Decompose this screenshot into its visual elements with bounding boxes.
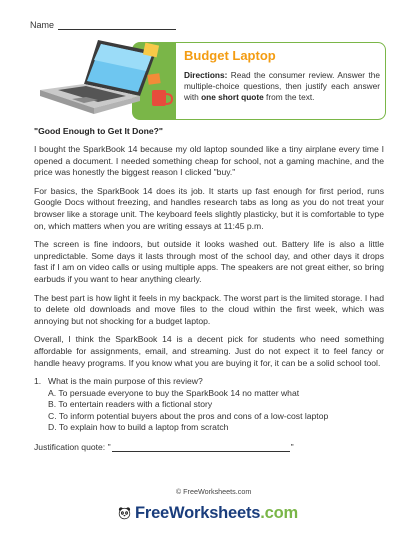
logo-worksheets: Worksheets [169,503,261,522]
article-paragraph: I bought the SparkBook 14 because my old laptop sounded like a tiny airplane every time I opened a document. I needed something cheap for school, not a gaming machine, and the price was honestly the biggest reason I clicked "buy." [34,144,384,178]
logo-com: .com [260,503,298,522]
answer-option-c[interactable]: C. To inform potential buyers about the pros and cons of a low-cost laptop [48,410,329,421]
panda-icon [118,502,131,524]
footer-url[interactable] [176,487,251,496]
directions-text [184,70,380,104]
header-banner [30,36,386,122]
justification-label: Justification quote: " [34,442,111,453]
freeworksheets-logo [118,500,298,526]
article-paragraph: For basics, the SparkBook 14 does its job. It starts up fast enough for first period, runs Google Docs without freezing, and handles research tabs as long as you do not treat your browser like a storage unit. The keyboard feels slightly plasticky, but it is comfortable to type on, which matters when you are writing essays at 11:45 p.m. [34,185,384,231]
article-paragraph: The best part is how light it feels in my backpack. The worst part is the limited storage. I had to delete old downloads and move files to the cloud within the first week, which was annoying but not shocking for a budget laptop. [34,292,384,326]
answer-option-d[interactable]: D. To explain how to build a laptop from scratch [48,422,229,433]
name-input-line[interactable] [58,21,176,30]
worksheet-content [34,126,384,452]
copyright-icon: © [176,489,182,496]
article-paragraph: Overall, I think the SparkBook 14 is a decent pick for students who need something affordable for assignments, email, and streaming. Just do not expect it to feel fancy or handle heavy programs. If you know what you are buying it for, it can be a solid school tool. [34,334,384,368]
answer-option-b[interactable]: B. To entertain readers with a fictional story [48,399,213,410]
directions-part-2: from the text. [263,92,315,103]
name-label: Name [30,20,55,30]
question-1 [34,376,384,452]
article-title: "Good Enough to Get It Done?" [34,126,163,136]
justification-close-quote: " [290,442,294,453]
directions-bold: one short quote [201,92,264,103]
question-stem [34,376,384,388]
worksheet-title: Budget Laptop [184,48,276,63]
directions-label: Directions: [184,70,228,80]
logo-free: Free [134,503,170,522]
footer-url-text: FreeWorksheets.com [183,487,252,496]
laptop-icon [36,38,176,122]
article-paragraph: The screen is fine indoors, but outside it looks washed out. Battery life is also a little unpredictable. Some days it lasts through most of the school day, and other days it drops fast if I am on video calls or using multiple apps. The speakers are not great either, so bring earbuds if you want to hear anything clearly. [34,239,384,284]
question-number: 1. [34,376,42,387]
question-text: What is the main purpose of this review? [48,376,203,387]
answer-option-a[interactable]: A. To persuade everyone to buy the SparkBook 14 no matter what [48,387,300,398]
name-field-row [30,20,176,30]
justification-row [34,442,384,452]
directions-part-1: Read the consumer review. Answer the multiple-choice questions, then justify each answer with [184,70,380,103]
justification-input-line[interactable] [112,443,290,452]
logo-wordmark [135,504,298,523]
